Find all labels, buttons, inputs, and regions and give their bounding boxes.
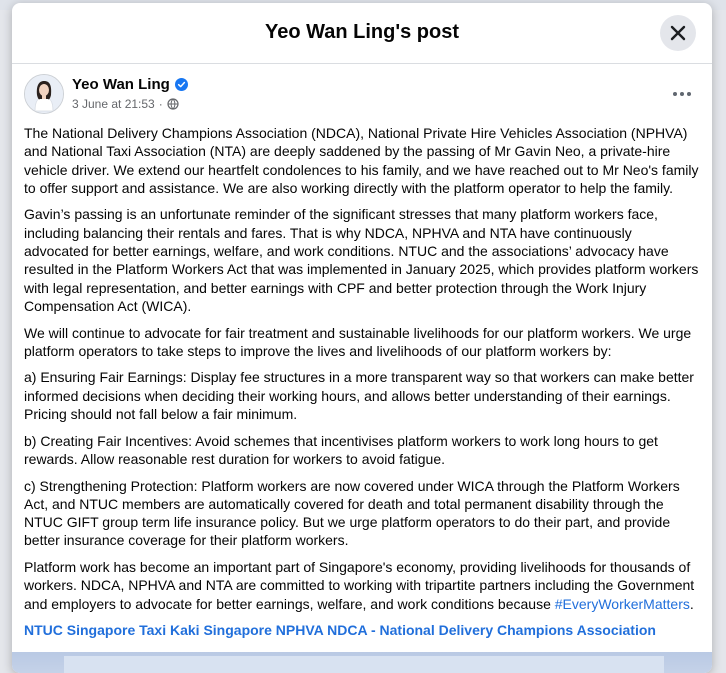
tag-ndca[interactable]: NDCA - National Delivery Champions Association [327,622,656,639]
post-header [12,64,712,120]
post-body [12,120,712,640]
author-name[interactable]: Yeo Wan Ling [72,76,170,93]
more-dots-icon [672,91,692,97]
hashtag-link[interactable]: #EveryWorkerMatters [554,595,690,612]
author-line [72,76,188,93]
post-paragraph: The National Delivery Champions Association (NDCA), National Private Hire Vehicles Association (NPHVA) and National Taxi Association (NTA) are deeply saddened by the passing of Mr Gavin Neo, a private-hire vehicle driver. We extend our heartfelt condolences to his family, and we have reached out to Mr Neo's family to offer support and assistance. We are also working directly with the platform operator to help the family. [24,125,699,196]
post-image-preview [64,656,664,673]
modal-header [12,3,712,64]
post-paragraph-last [24,558,700,613]
post-paragraph: a) Ensuring Fair Earnings: Display fee structures in a more transparent way so that workers can make better informed decisions when deciding their working hours, and allows better understanding of their earnings. Pricing should not fall below a fair minimum. [24,369,694,423]
meta-separator: · [158,97,163,111]
post-image[interactable] [12,652,712,673]
tag-taxi-kaki-singapore[interactable]: Taxi Kaki Singapore [139,622,272,639]
post-paragraph: c) Strengthening Protection: Platform workers are now covered under WICA through the Platform Workers Act, and NTUC members are automatically covered for death and total permanent disability through the NTUC GIFT group term life insurance policy. But we urge platform operators to do their part, and provide better insurance coverage for their platform workers. [24,477,680,549]
more-options-button[interactable] [666,80,698,108]
avatar[interactable] [24,74,64,114]
close-icon [669,24,687,42]
post-modal [12,3,712,673]
post-paragraph: Gavin’s passing is an unfortunate reminder of the significant stresses that many platform workers face, including balancing their rentals and fares. That is why NDCA, NPHVA and NTA have continuously advocated for better earnings, welfare, and work conditions. NTUC and the associations’ advocacy have resulted in the Platform Workers Act that was implemented in January 2025, which provides platform workers with legal representation, and better earnings with CPF and better protection through the Work Injury Compensation Act (WICA). [24,206,699,314]
tag-nphva[interactable]: NPHVA [275,622,324,639]
last-paragraph-text: Platform work has become an important part of Singapore's economy, providing livelihoods for thousands of workers. NDCA, NPHVA and NTA are committed to working with tripartite partners including the Government and employers to advocate for better earnings, welfare, and work conditions because [24,559,695,612]
post-timestamp[interactable]: 3 June at 21:53 [72,97,155,111]
close-button[interactable] [660,15,696,51]
tag-ntuc-singapore[interactable]: NTUC Singapore [24,622,136,639]
verified-badge-icon [175,78,188,91]
modal-title: Yeo Wan Ling's post [264,21,460,43]
post-paragraph: We will continue to advocate for fair treatment and sustainable livelihoods for our platform workers. We urge platform operators to take steps to improve the lives and livelihoods of our platform workers by: [24,324,692,359]
last-paragraph-end: . [689,595,694,612]
post-meta [72,97,179,111]
globe-icon [167,98,179,110]
post-paragraph: b) Creating Fair Incentives: Avoid schemes that incentivises platform workers to work long hours to get rewards. Allow reasonable rest duration for workers to avoid fatigue. [24,432,658,467]
tagged-pages [24,621,700,639]
